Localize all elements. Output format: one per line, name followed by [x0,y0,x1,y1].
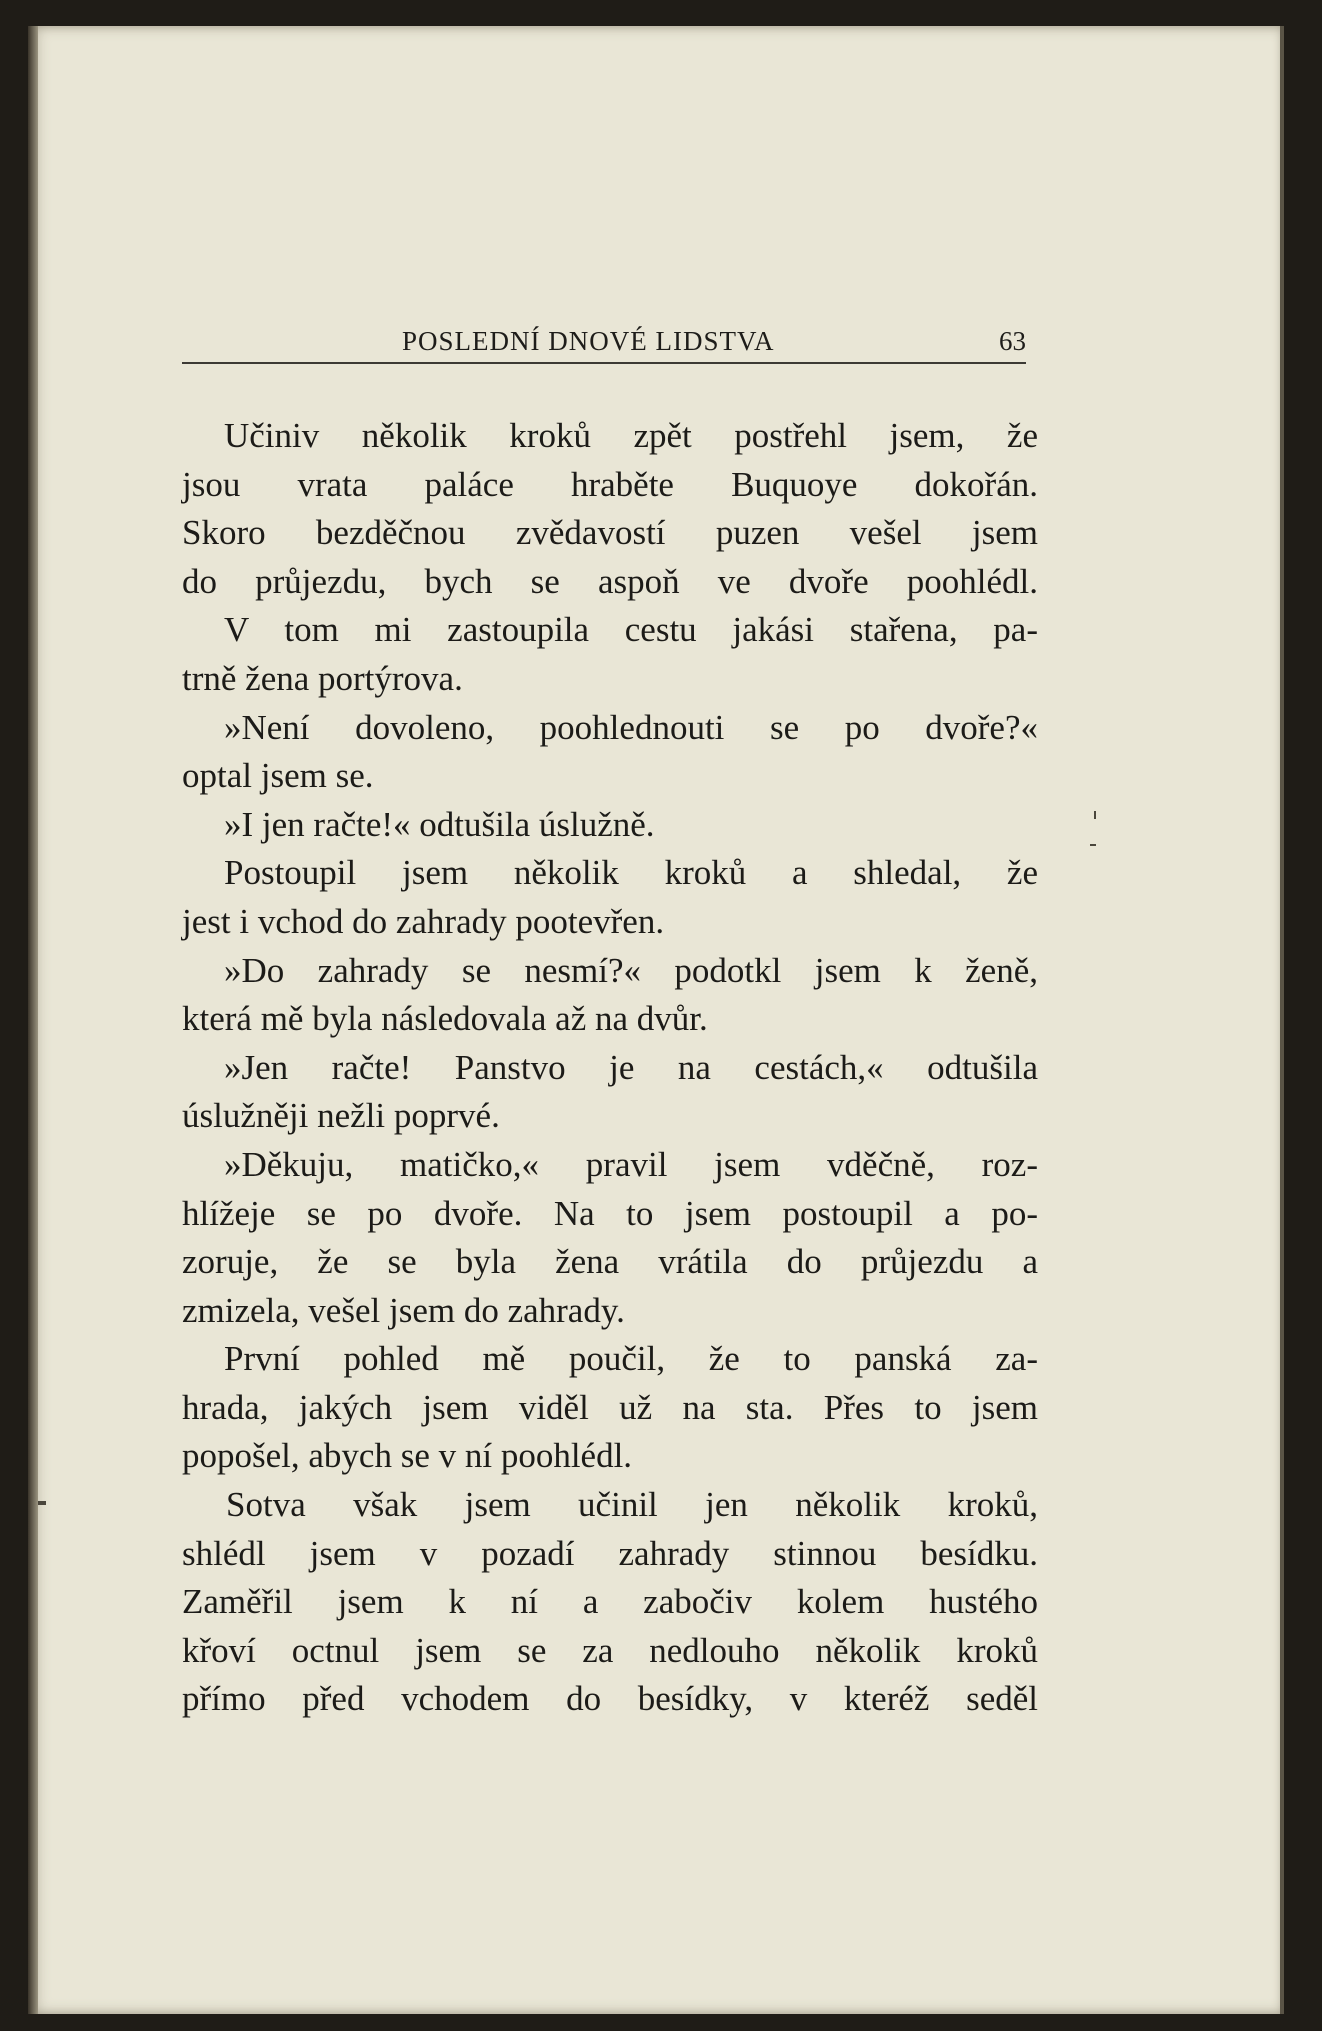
page-number: 63 [999,326,1026,356]
text-line: trně žena portýrova. [182,658,463,698]
text-line: přímo před vchodem do besídky, v kteréž seděl [182,1679,1038,1719]
text-line: Postoupil jsem několik kroků a shledal, že [224,853,1038,893]
text-line: jsou vrata paláce hraběte Buquoye dokořán. [182,464,1038,504]
page-right-edge [1280,26,1284,2014]
text-line: »Do zahrady se nesmí?« podotkl jsem k ženě, [224,950,1038,990]
text-line: popošel, abych se v ní poohlédl. [182,1436,633,1476]
text-line: shlédl jsem v pozadí zahrady stinnou besídku. [182,1533,1038,1573]
text-line: »Děkuju, matičko,« pravil jsem vděčně, roz- [224,1144,1038,1184]
text-line: hrada, jakých jsem viděl už na sta. Přes to jsem [182,1387,1038,1427]
text-line: »I jen račte!« odtušila úslužně. [224,804,655,844]
text-line: V tom mi zastoupila cestu jakási stařena, pa- [224,610,1038,650]
text-line: jest i vchod do zahrady pootevřen. [182,901,665,941]
page-spine-edge [28,26,38,2014]
text-line: do průjezdu, bych se aspoň ve dvoře poohlédl. [182,561,1038,601]
text-line: hlížeje se po dvoře. Na to jsem postoupil a po- [182,1193,1038,1233]
text-line: »Není dovoleno, poohlednouti se po dvoře?« [224,707,1038,747]
margin-speck [38,1501,46,1505]
text-line: zmizela, vešel jsem do zahrady. [182,1290,625,1330]
text-line: úslužněji nežli poprvé. [182,1096,500,1136]
running-header [182,322,1026,364]
text-line: Skoro bezděčnou zvědavostí puzen vešel jsem [182,513,1038,553]
text-line: optal jsem se. [182,756,374,796]
body-text [182,412,1038,1724]
text-line: První pohled mě poučil, že to panská za- [224,1339,1038,1379]
text-line: která mě byla následovala až na dvůr. [182,999,708,1039]
text-line: Sotva však jsem učinil jen několik kroků, [226,1485,1038,1525]
running-title: POSLEDNÍ DNOVÉ LIDSTVA [402,326,775,356]
text-line: křoví octnul jsem se za nedlouho několik kroků [182,1630,1038,1670]
margin-speck [1090,844,1096,846]
text-line: »Jen račte! Panstvo je na cestách,« odtušila [224,1047,1038,1087]
text-line: Zaměřil jsem k ní a zabočiv kolem hustého [182,1582,1038,1622]
text-line: Učiniv několik kroků zpět postřehl jsem, že [224,416,1038,455]
margin-speck [1094,811,1096,819]
text-line: zoruje, že se byla žena vrátila do průjezdu a [182,1242,1038,1282]
